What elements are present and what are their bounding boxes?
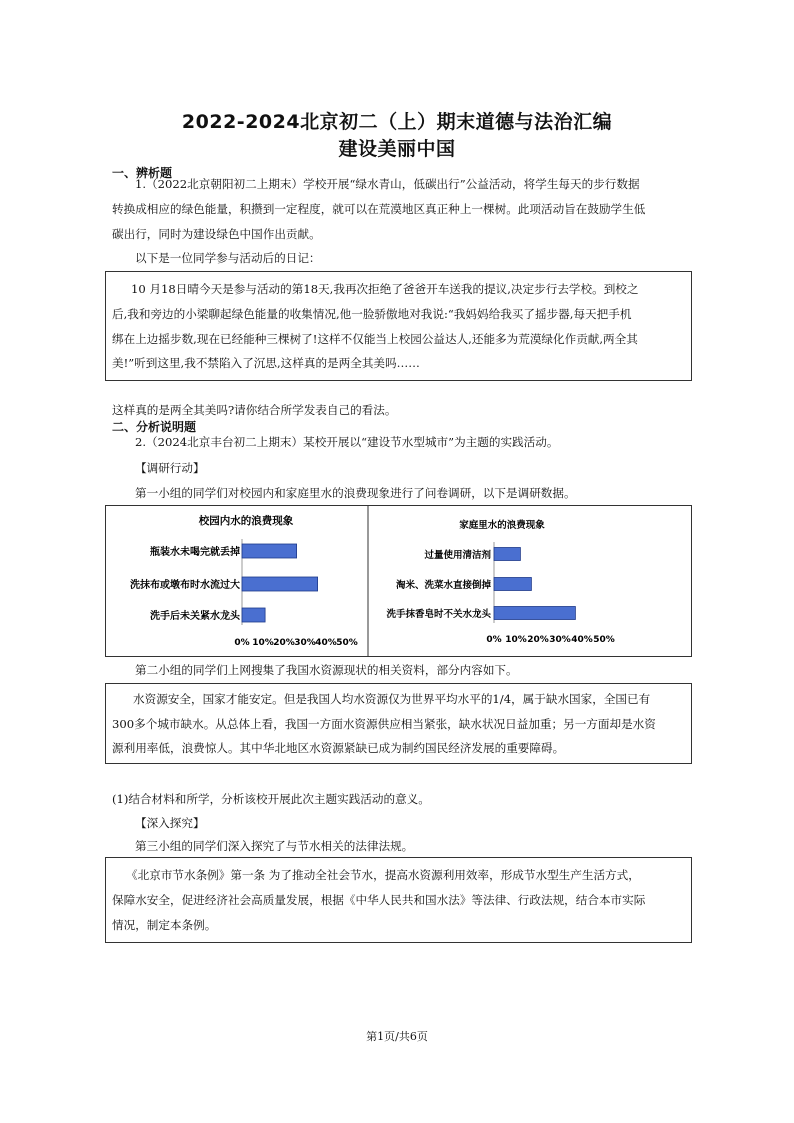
- chart-bar: [242, 608, 265, 622]
- chart-tick-label: 50%: [593, 635, 615, 645]
- chart-tick-label: 10%: [505, 635, 527, 645]
- chart-category-label: 过量使用清洁剂: [424, 550, 491, 561]
- chart-tick-label: 20%: [527, 635, 549, 645]
- chart-home: [385, 519, 614, 645]
- section-heading: 一、辨析题: [112, 166, 173, 180]
- chart-category-label: 淘米、洗菜水直接倒掉: [395, 580, 491, 591]
- charts-svg: [106, 506, 691, 656]
- diary-line: 美!”听到这里,我不禁陷入了沉思,这样真的是两全其美吗……: [112, 356, 420, 370]
- chart-bar: [494, 548, 520, 561]
- group-3-text: 第三小组的同学们深入探究了与节水相关的法律法规。: [135, 839, 414, 853]
- chart-category-label: 瓶装水未喝完就丢掉: [150, 547, 240, 558]
- sub-question-1: (1)结合材料和所学，分析该校开展此次主题实践活动的意义。: [112, 792, 430, 806]
- question-1-line: 1.（2022北京朝阳初二上期末）学校开展“绿水青山，低碳出行”公益活动，将学生每天的步行数据: [135, 177, 640, 191]
- chart-bar: [494, 607, 575, 620]
- chart-bar: [494, 578, 531, 591]
- page-title: 2022-2024北京初二（上）期末道德与法治汇编: [181, 111, 613, 133]
- diary-line: 后,我和旁边的小梁聊起绿色能量的收集情况,他一脸骄傲地对我说:“我妈妈给我买了摇步器,每天把手机: [112, 307, 632, 321]
- chart-tick-label: 50%: [336, 638, 358, 648]
- question-1-line: 转换成相应的绿色能量，积攒到一定程度，就可以在荒漠地区真正种上一棵树。此项活动旨在鼓励学生低: [112, 202, 646, 216]
- page-footer: 第1页/共6页: [366, 1030, 428, 1043]
- law-line: 情况，制定本条例。: [112, 918, 217, 932]
- chart-category-label: 洗手抹香皂时不关水龙头: [386, 609, 491, 620]
- section-heading: 二、分析说明题: [112, 420, 197, 434]
- chart-tick-label: 0%: [486, 635, 502, 645]
- diary-intro: 以下是一位同学参与活动后的日记：: [135, 251, 321, 265]
- tag-research: 【调研行动】: [135, 461, 205, 475]
- group-1-text: 第一小组的同学们对校园内和家庭里水的浪费现象进行了问卷调研，以下是调研数据。: [135, 486, 576, 500]
- chart-tick-label: 30%: [294, 638, 316, 648]
- chart-tick-label: 40%: [315, 638, 337, 648]
- chart-category-label: 洗抹布或墩布时水流过大: [130, 580, 240, 591]
- law-line: 《北京市节水条例》第一条 为了推动全社会节水，提高水资源利用效率，形成节水型生产生活方式，: [126, 868, 640, 882]
- chart-campus: [129, 514, 358, 648]
- page-subtitle: 建设美丽中国: [338, 138, 456, 160]
- chart-title: 家庭里水的浪费现象: [459, 520, 545, 531]
- group-2-text: 第二小组的同学们上网搜集了我国水资源现状的相关资料，部分内容如下。: [135, 663, 518, 677]
- material-line: 水资源安全，国家才能安定。但是我国人均水资源仅为世界平均水平的1/4，属于缺水国家，全国已有: [133, 692, 651, 706]
- chart-tick-label: 30%: [549, 635, 571, 645]
- question-2-line: 2.（2024北京丰台初二上期末）某校开展以“建设节水型城市”为主题的实践活动。: [135, 435, 559, 449]
- charts-box: [105, 505, 692, 657]
- law-box: [105, 857, 692, 943]
- chart-tick-label: 0%: [234, 638, 250, 648]
- question-1-prompt: 这样真的是两全其美吗?请你结合所学发表自己的看法。: [112, 403, 397, 417]
- chart-bar: [242, 544, 297, 558]
- diary-box: [105, 271, 692, 381]
- material-line: 300多个城市缺水。从总体上看，我国一方面水资源供应相当紧张，缺水状况日益加重；另一方面却是水资: [112, 717, 656, 731]
- tag-explore: 【深入探究】: [135, 816, 205, 830]
- chart-title: 校园内水的浪费现象: [198, 515, 294, 527]
- chart-bar: [242, 577, 318, 591]
- chart-tick-label: 10%: [252, 638, 274, 648]
- diary-line: 10 月18日晴今天是参与活动的第18天,我再次拒绝了爸爸开车送我的提议,决定步行去学校。到校之: [131, 282, 639, 296]
- question-1-line: 碳出行，同时为建设绿色中国作出贡献。: [112, 227, 321, 241]
- material-box: [105, 683, 692, 764]
- chart-tick-label: 40%: [571, 635, 593, 645]
- law-line: 保障水安全，促进经济社会高质量发展，根据《中华人民共和国水法》等法律、行政法规，结合本市实际: [112, 893, 646, 907]
- chart-tick-label: 20%: [273, 638, 295, 648]
- chart-category-label: 洗手后未关紧水龙头: [150, 611, 240, 622]
- material-line: 源利用率低，浪费惊人。其中华北地区水资源紧缺已成为制约国民经济发展的重要障碍。: [112, 741, 565, 755]
- diary-line: 绑在上边摇步数,现在已经能种三棵树了!这样不仅能当上校园公益达人,还能多为荒漠绿化作贡献,两全其: [112, 332, 638, 346]
